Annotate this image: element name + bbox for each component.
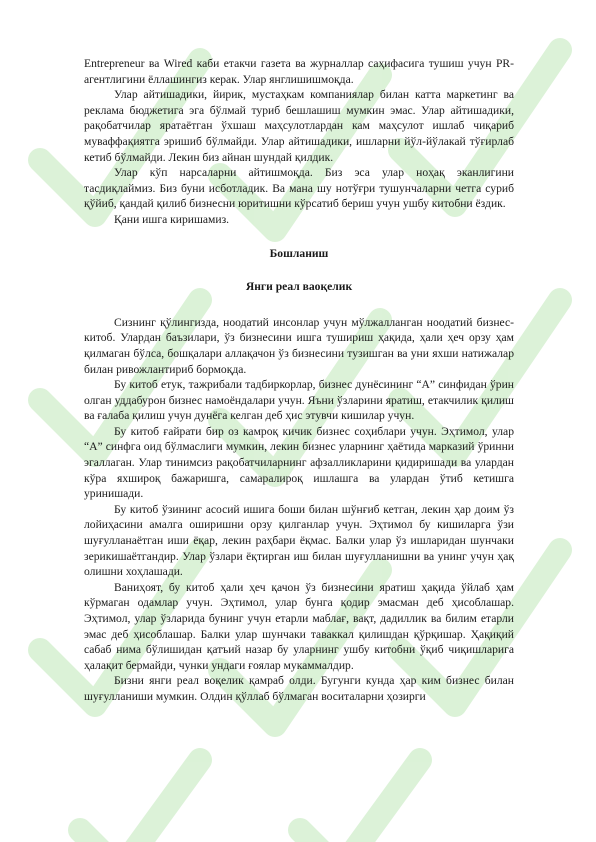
section-title: Бошланиш — [269, 246, 329, 260]
intro-paragraph-1: Entrepreneur ва Wired каби етакчи газета ва журналлар саҳифасига тушиш учун PR-агентлигини ёллашингиз керак. Улар янглишишмоқда. — [84, 57, 514, 86]
document-page — [84, 56, 514, 705]
body-paragraph-5: Ваниҳоят, бу китоб ҳали ҳеч қачон ўз бизнесини яратиш ҳақида ўйлаб ҳам кўрмаган одамлар учун. Эҳтимол, улар бунга қодир эмасман деб ҳисоблашар. Эҳтимол, улар ўзларида бунинг учун етарли маблағ, вақт, дадиллик ва билим етарли эмас деб ҳисоблашар. Балки улар шунчаки таваккал қилишдан қўрқишар. Ҳақиқий сабаб нима бўлишидан қатъий назар бу уларнинг ушбу китобни ўқиб чиқишларига ҳалақит бермайди, чунки ундаги ғоялар мукаммалдир. — [84, 580, 514, 672]
watermark-check-11 — [300, 760, 420, 842]
intro-paragraph-2: Улар айтишадики, йирик, мустаҳкам компаниялар билан катта маркетинг ва реклама бюджетига эга бўлмай туриб бешлашиш мумкин эмас. Улар айтишадики, рақобатчилар яратаётган ўхшаш маҳсулотлардан кам маҳсулот ишлаб чиқариб муваффақиятга эришиб бўлмайди. Улар айтишадики, ишларни йўл-йўлакай тўғирлаб кетиб бўлмайди. Лекин биз айнан шундай қилдик. — [84, 88, 514, 164]
body-paragraph-1: Сизнинг қўлингизда, ноодатий инсонлар учун мўлжалланган ноодатий бизнес-китоб. Улардан баъзилари, ўз бизнесини ишга тушириш ҳақида, ҳали ҳеч орзу ҳам қилмаган бўлса, бошқалари аллақачон ўз бизнесини тузишган ва уни яхши натижалар билан ривожлантириб бормоқда. — [84, 315, 514, 376]
intro-paragraph-3: Улар кўп нарсаларни айтишмоқда. Биз эса улар ноҳақ эканлигини тасдиқлаймиз. Биз буни исботладик. Ва мана шу нотўғри тушунчаларни четга суриб қўйиб, қандай қилиб бизнесни юритишни кўрсатиб бериш учун ушбу китобни ёздик. — [84, 166, 514, 211]
subsection-title: Янги реал ваоқелик — [245, 280, 353, 294]
body-paragraph-3: Бу китоб ғайрати бир оз камроқ кичик бизнес соҳиблари учун. Эҳтимол, улар “А” синфга оид бўлмаслиги мумкин, лекин бизнес уларнинг ҳаётида марказий ўринни эгаллаган. Улар тинимсиз рақобатчиларнинг афзалликларини қидиришади ва улардан кўра яхшироқ бажаришга, самаралироқ ишлашга ва улардан ўтиб кетишга уринишади. — [84, 424, 514, 501]
body-paragraph-6: Бизни янги реал воқелик қамраб олди. Бугунги кунда ҳар ким бизнес билан шуғулланиши мумкин. Олдин қўллаб бўлмаган воситаларни ҳозирги — [84, 674, 514, 703]
body-paragraph-2: Бу китоб етук, тажрибали тадбиркорлар, бизнес дунёсининг “А” синфидан ўрин олган уддабурон бизнес намоёндалари учун. Яъни ўзларини яратиш, етакчилик қилиш ва ғалаба қилиш учун дунёга келган деб ҳис этувчи кишилар учун. — [84, 378, 514, 423]
watermark-check-10 — [80, 760, 200, 842]
body-paragraph-4: Бу китоб ўзининг асосий ишига боши билан шўнғиб кетган, лекин ҳар доим ўз лойиҳасини амалга оширишни орзу қилганлар учун. Эҳтимол бу кишиларга ўзи шуғулланаётган иши ёқар, лекин раҳбари ёқмас. Балки улар ўз ишларидан шунчаки зерикишаётгандир. Улар ўзлари ёқтирган иш билан шуғулланишни ва унинг учун ҳақ олишни хоҳлашади. — [84, 502, 514, 579]
intro-paragraph-4: Қани ишга киришамиз. — [114, 212, 230, 226]
